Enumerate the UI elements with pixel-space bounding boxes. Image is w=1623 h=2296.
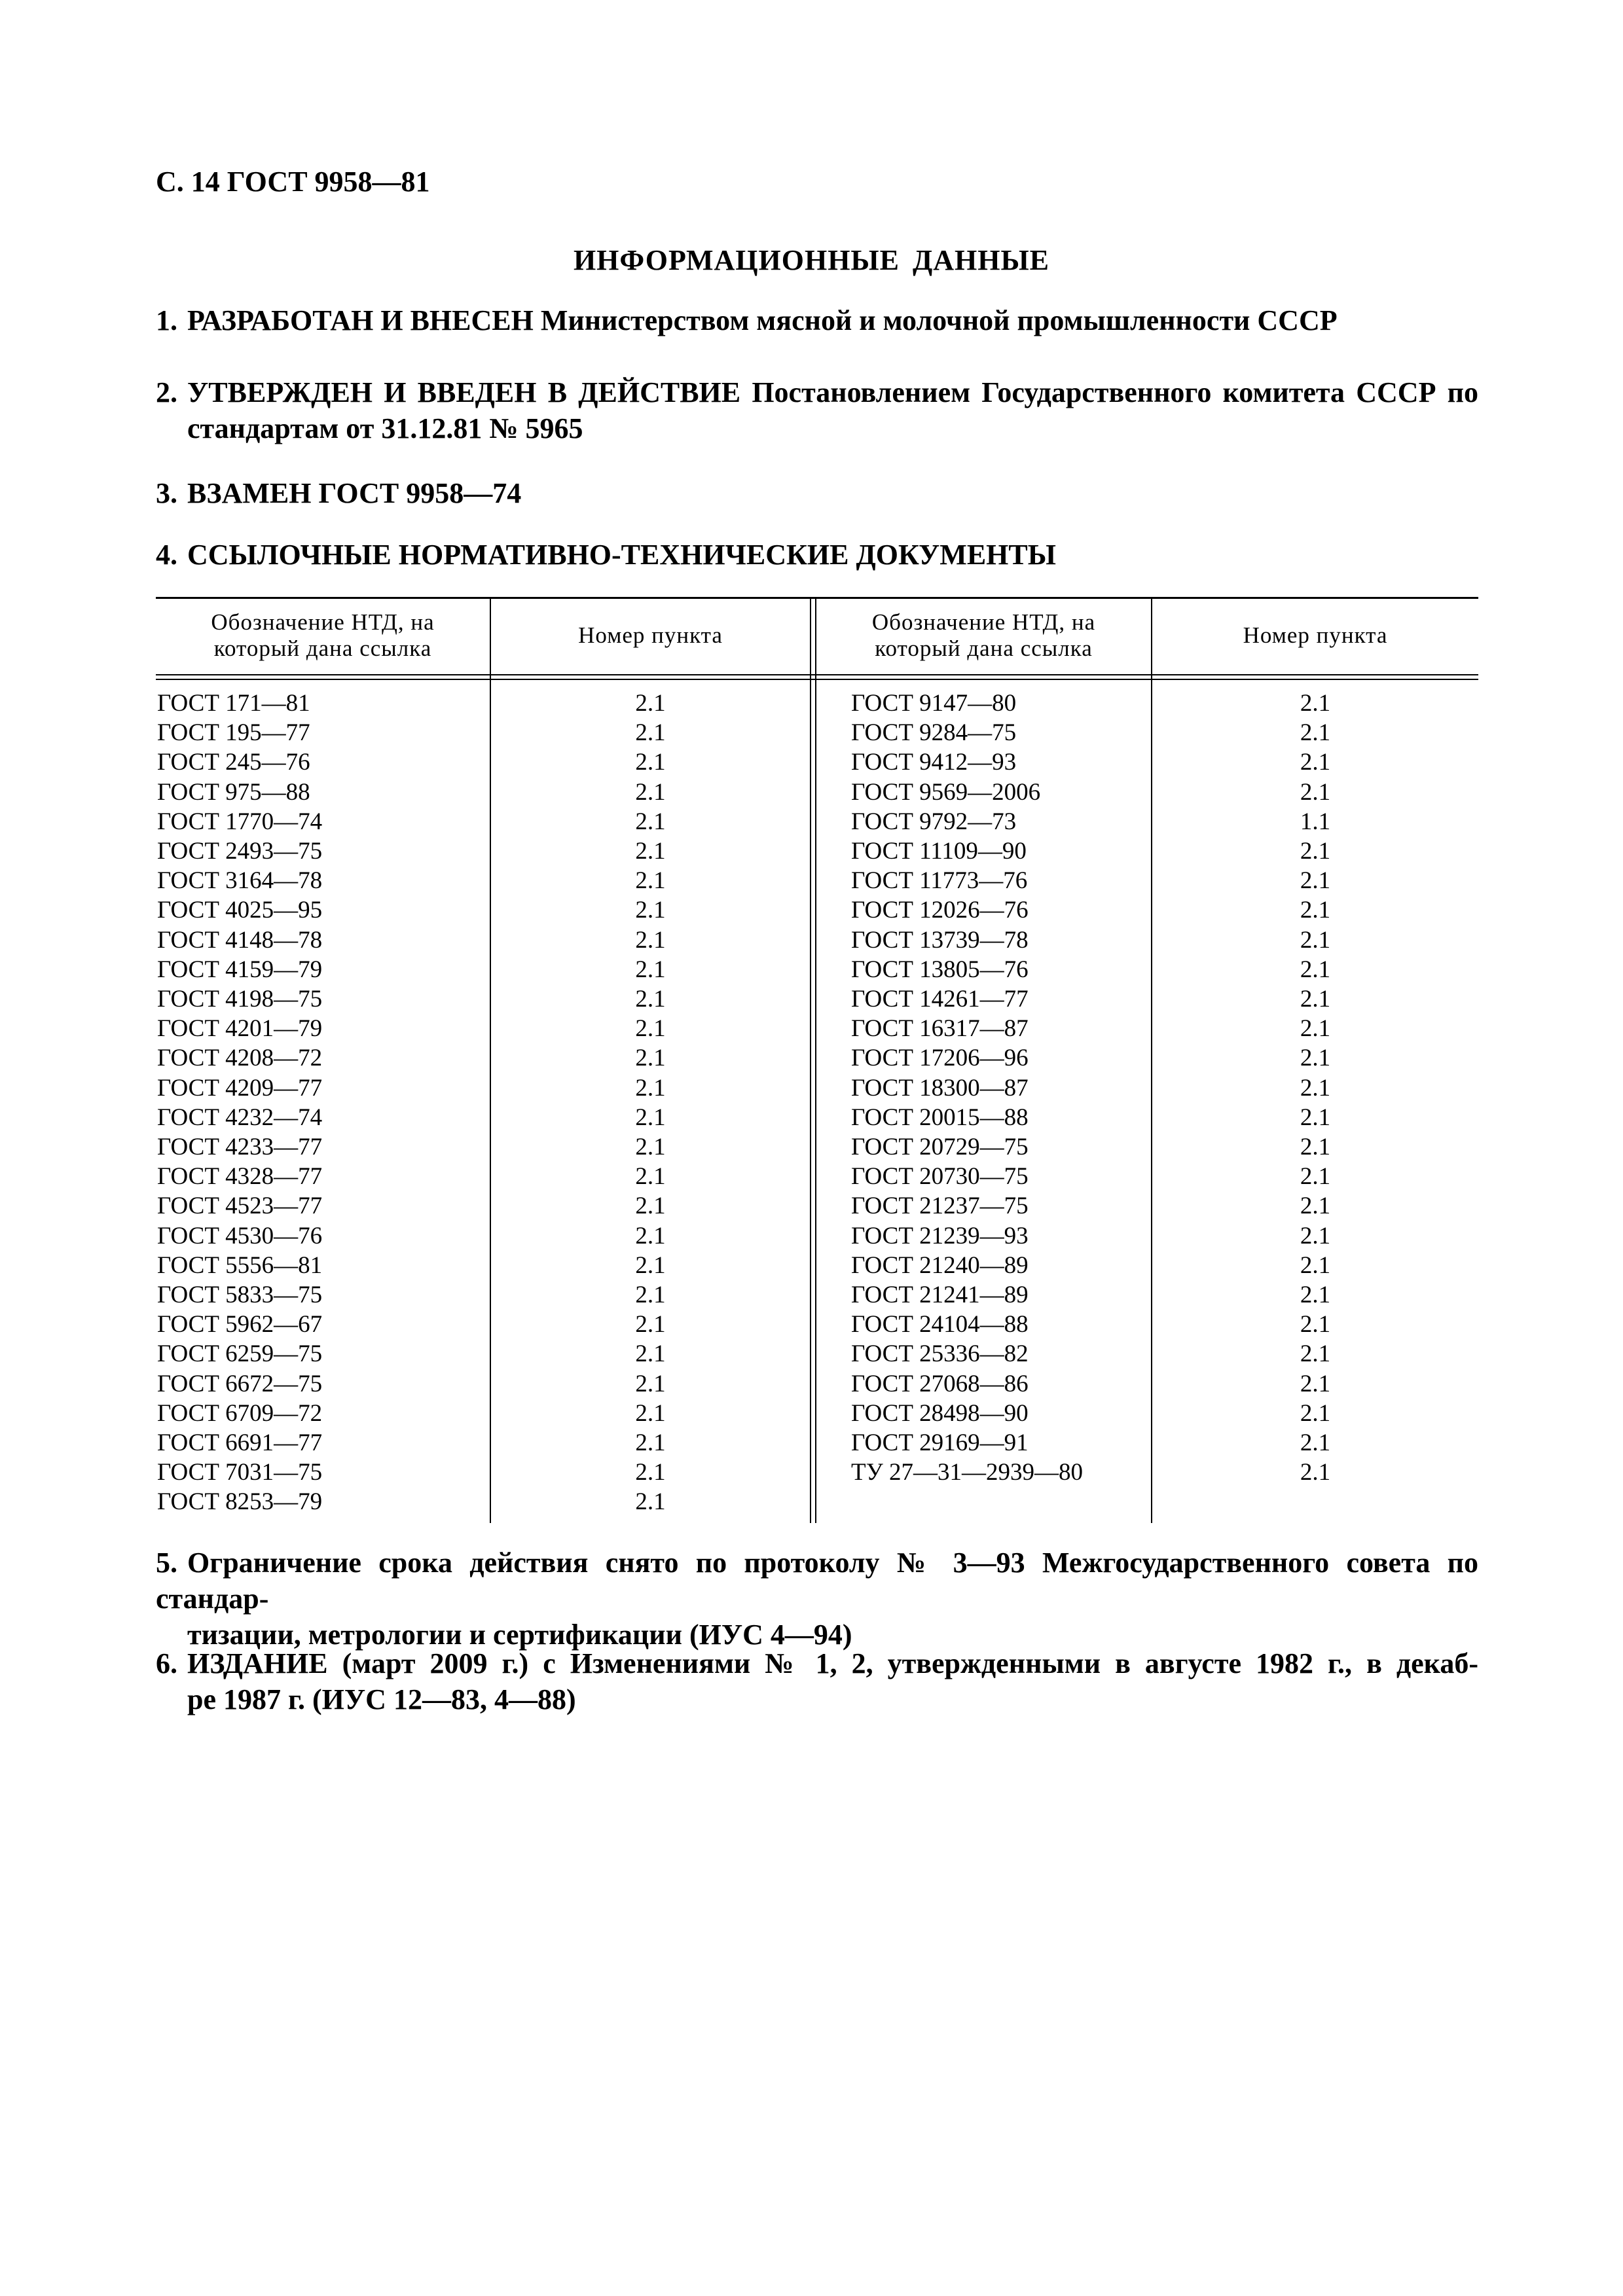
doc-designation-cell: ГОСТ 24104—88 [851, 1311, 1029, 1338]
doc-designation-cell: ГОСТ 14261—77 [851, 986, 1029, 1013]
doc-designation-cell: ГОСТ 6259—75 [157, 1340, 323, 1368]
doc-designation-cell: ГОСТ 5962—67 [157, 1311, 323, 1338]
point-number-cell: 2.1 [1300, 1429, 1331, 1457]
point-number-cell: 2.1 [1300, 1370, 1331, 1397]
item-text-continuation: тизации, метрологии и сертификации (ИУС 4—94) [187, 1619, 852, 1651]
item-line [156, 1645, 1478, 1681]
doc-designation-cell: ГОСТ 8253—79 [157, 1488, 323, 1516]
point-number-cell: 2.1 [1300, 778, 1331, 806]
point-number-cell: 2.1 [635, 808, 666, 835]
point-number-cell: 2.1 [635, 986, 666, 1013]
info-item-5 [156, 1545, 1478, 1653]
point-number-cell: 1.1 [1300, 808, 1331, 835]
point-number-cell: 2.1 [635, 1311, 666, 1338]
point-number-cell: 2.1 [635, 1488, 666, 1516]
info-item-4 [156, 537, 1478, 573]
doc-designation-cell: ГОСТ 21240—89 [851, 1251, 1029, 1279]
doc-designation-cell: ГОСТ 11773—76 [851, 867, 1028, 895]
doc-designation-cell: ГОСТ 29169—91 [851, 1429, 1029, 1457]
doc-designation-cell: ГОСТ 9284—75 [851, 719, 1017, 747]
doc-designation-cell: ГОСТ 21237—75 [851, 1193, 1029, 1220]
item-number: 4. [156, 539, 177, 571]
item-line [156, 374, 1478, 410]
header-rule-1 [156, 674, 1478, 675]
point-number-cell: 2.1 [1300, 986, 1331, 1013]
right-point-list [1152, 689, 1478, 1487]
doc-designation-cell: ГОСТ 4523—77 [157, 1193, 323, 1220]
point-number-cell: 2.1 [1300, 867, 1331, 895]
center-double-rule-left [810, 597, 811, 1523]
point-number-cell: 2.1 [1300, 926, 1331, 954]
point-number-cell: 2.1 [635, 1193, 666, 1220]
header-text: который дана ссылка [213, 636, 432, 661]
header-text: Обозначение НТД, на [871, 609, 1096, 635]
doc-designation-cell: ГОСТ 20015—88 [851, 1103, 1029, 1131]
doc-designation-cell: ГОСТ 975—88 [157, 778, 310, 806]
point-number-cell: 2.1 [635, 1399, 666, 1427]
doc-designation-cell: ГОСТ 5556—81 [157, 1251, 323, 1279]
point-number-cell: 2.1 [1300, 1222, 1331, 1249]
point-number-cell: 2.1 [1300, 749, 1331, 776]
doc-designation-cell: ГОСТ 13739—78 [851, 926, 1029, 954]
item-number: 6. [156, 1647, 177, 1679]
point-number-cell: 2.1 [1300, 956, 1331, 983]
header-text: Обозначение НТД, на [211, 609, 435, 635]
point-number-cell: 2.1 [635, 867, 666, 895]
center-double-rule-right [815, 597, 816, 1523]
point-number-cell: 2.1 [635, 956, 666, 983]
doc-designation-cell: ГОСТ 27068—86 [851, 1370, 1029, 1397]
doc-designation-cell: ГОСТ 20730—75 [851, 1163, 1029, 1191]
doc-designation-cell: ГОСТ 9569—2006 [851, 778, 1041, 806]
header-text: который дана ссылка [875, 636, 1093, 661]
point-number-cell: 2.1 [1300, 897, 1331, 924]
point-number-cell: 2.1 [1300, 1311, 1331, 1338]
item-text: ССЫЛОЧНЫЕ НОРМАТИВНО-ТЕХНИЧЕСКИЕ ДОКУМЕНТЫ [187, 539, 1056, 571]
point-number-cell: 2.1 [1300, 1015, 1331, 1043]
point-number-cell: 2.1 [635, 1103, 666, 1131]
doc-designation-cell: ГОСТ 16317—87 [851, 1015, 1029, 1043]
doc-designation-cell: ГОСТ 3164—78 [157, 867, 323, 895]
doc-designation-cell: ГОСТ 171—81 [157, 690, 310, 717]
doc-designation-cell: ГОСТ 20729—75 [851, 1134, 1029, 1161]
header-doc-designation-left [156, 597, 490, 674]
point-number-cell: 2.1 [1300, 1045, 1331, 1072]
doc-designation-cell: ГОСТ 1770—74 [157, 808, 323, 835]
point-number-cell: 2.1 [635, 838, 666, 865]
point-number-cell: 2.1 [635, 1459, 666, 1486]
point-number-cell: 2.1 [1300, 1134, 1331, 1161]
doc-designation-cell: ГОСТ 11109—90 [851, 838, 1027, 865]
item-text: ИЗДАНИЕ (март 2009 г.) с Изменениями № 1, 2, утвержденными в августе 1982 г., в декаб- [187, 1647, 1478, 1679]
doc-designation-cell: ГОСТ 195—77 [157, 719, 310, 747]
header-point-number-left: Номер пункта [578, 622, 723, 648]
doc-designation-cell: ГОСТ 6709—72 [157, 1399, 323, 1427]
page-header: С. 14 ГОСТ 9958—81 [156, 166, 430, 198]
doc-designation-cell: ГОСТ 4198—75 [157, 986, 323, 1013]
doc-designation-cell: ГОСТ 9147—80 [851, 690, 1017, 717]
point-number-cell: 2.1 [1300, 1251, 1331, 1279]
item-text: Ограничение срока действия снято по протоколу № 3—93 Межгосударственного совета по стандар- [156, 1547, 1478, 1615]
item-text-continuation: стандартам от 31.12.81 № 5965 [187, 412, 583, 444]
point-number-cell: 2.1 [635, 1370, 666, 1397]
point-number-cell: 2.1 [635, 1074, 666, 1102]
doc-designation-cell: ГОСТ 6691—77 [157, 1429, 323, 1457]
point-number-cell: 2.1 [635, 1134, 666, 1161]
info-item-3 [156, 475, 1478, 511]
point-number-cell: 2.1 [1300, 719, 1331, 747]
point-number-cell: 2.1 [635, 1429, 666, 1457]
header-point-number-right: Номер пункта [1243, 622, 1388, 648]
point-number-cell: 2.1 [635, 1163, 666, 1191]
item-number: 2. [156, 376, 177, 408]
doc-designation-cell: ГОСТ 21239—93 [851, 1222, 1029, 1249]
item-number: 1. [156, 304, 177, 336]
point-number-cell: 2.1 [1300, 1163, 1331, 1191]
header-rule-2 [156, 679, 1478, 680]
doc-designation-cell: ГОСТ 17206—96 [851, 1045, 1029, 1072]
item-text: ВЗАМЕН ГОСТ 9958—74 [187, 477, 522, 509]
info-item-1 [156, 302, 1478, 338]
doc-designation-cell: ГОСТ 4530—76 [157, 1222, 323, 1249]
point-number-cell: 2.1 [635, 719, 666, 747]
doc-designation-cell: ГОСТ 21241—89 [851, 1282, 1029, 1309]
point-number-cell: 2.1 [1300, 690, 1331, 717]
doc-designation-cell: ТУ 27—31—2939—80 [851, 1459, 1084, 1486]
point-number-cell: 2.1 [1300, 1103, 1331, 1131]
point-number-cell: 2.1 [1300, 1074, 1331, 1102]
point-number-cell: 2.1 [1300, 1282, 1331, 1309]
doc-designation-cell: ГОСТ 28498—90 [851, 1399, 1029, 1427]
doc-designation-cell: ГОСТ 4328—77 [157, 1163, 323, 1191]
item-number: 3. [156, 477, 177, 509]
doc-designation-cell: ГОСТ 6672—75 [157, 1370, 323, 1397]
doc-designation-cell: ГОСТ 13805—76 [851, 956, 1029, 983]
point-number-cell: 2.1 [635, 1045, 666, 1072]
doc-designation-cell: ГОСТ 5833—75 [157, 1282, 323, 1309]
point-number-cell: 2.1 [635, 926, 666, 954]
doc-designation-cell: ГОСТ 25336—82 [851, 1340, 1029, 1368]
point-number-cell: 2.1 [1300, 1459, 1331, 1486]
doc-designation-cell: ГОСТ 4201—79 [157, 1015, 323, 1043]
doc-designation-cell: ГОСТ 4232—74 [157, 1103, 323, 1131]
doc-designation-cell: ГОСТ 4148—78 [157, 926, 323, 954]
point-number-cell: 2.1 [635, 1282, 666, 1309]
info-item-2 [156, 374, 1478, 446]
header-doc-designation-right [816, 597, 1151, 674]
point-number-cell: 2.1 [1300, 1340, 1331, 1368]
section-title: ИНФОРМАЦИОННЫЕ ДАННЫЕ [573, 244, 1050, 276]
point-number-cell: 2.1 [635, 778, 666, 806]
doc-designation-cell: ГОСТ 2493—75 [157, 838, 323, 865]
point-number-cell: 2.1 [1300, 1193, 1331, 1220]
doc-designation-cell: ГОСТ 18300—87 [851, 1074, 1029, 1102]
doc-designation-cell: ГОСТ 12026—76 [851, 897, 1029, 924]
doc-designation-cell: ГОСТ 4233—77 [157, 1134, 323, 1161]
right-doc-list [851, 689, 1151, 1487]
left-doc-list [157, 689, 484, 1517]
item-line [156, 1545, 1478, 1617]
point-number-cell: 2.1 [635, 1251, 666, 1279]
doc-designation-cell: ГОСТ 9412—93 [851, 749, 1017, 776]
doc-designation-cell: ГОСТ 4209—77 [157, 1074, 323, 1102]
point-number-cell: 2.1 [635, 1015, 666, 1043]
point-number-cell: 2.1 [1300, 838, 1331, 865]
point-number-cell: 2.1 [1300, 1399, 1331, 1427]
doc-designation-cell: ГОСТ 9792—73 [851, 808, 1017, 835]
item-text: РАЗРАБОТАН И ВНЕСЕН Министерством мясной и молочной промышленности СССР [187, 304, 1338, 336]
item-text-continuation: ре 1987 г. (ИУС 12—83, 4—88) [187, 1683, 576, 1715]
point-number-cell: 2.1 [635, 1340, 666, 1368]
point-number-cell: 2.1 [635, 690, 666, 717]
point-number-cell: 2.1 [635, 749, 666, 776]
doc-designation-cell: ГОСТ 245—76 [157, 749, 310, 776]
item-text: УТВЕРЖДЕН И ВВЕДЕН В ДЕЙСТВИЕ Постановлением Государственного комитета СССР по [187, 376, 1478, 408]
point-number-cell: 2.1 [635, 1222, 666, 1249]
left-point-list [491, 689, 810, 1517]
doc-designation-cell: ГОСТ 4159—79 [157, 956, 323, 983]
doc-designation-cell: ГОСТ 4025—95 [157, 897, 323, 924]
point-number-cell: 2.1 [635, 897, 666, 924]
info-item-6 [156, 1645, 1478, 1717]
item-number: 5. [156, 1547, 177, 1579]
reference-documents-table [156, 597, 1478, 1523]
doc-designation-cell: ГОСТ 4208—72 [157, 1045, 323, 1072]
doc-designation-cell: ГОСТ 7031—75 [157, 1459, 323, 1486]
